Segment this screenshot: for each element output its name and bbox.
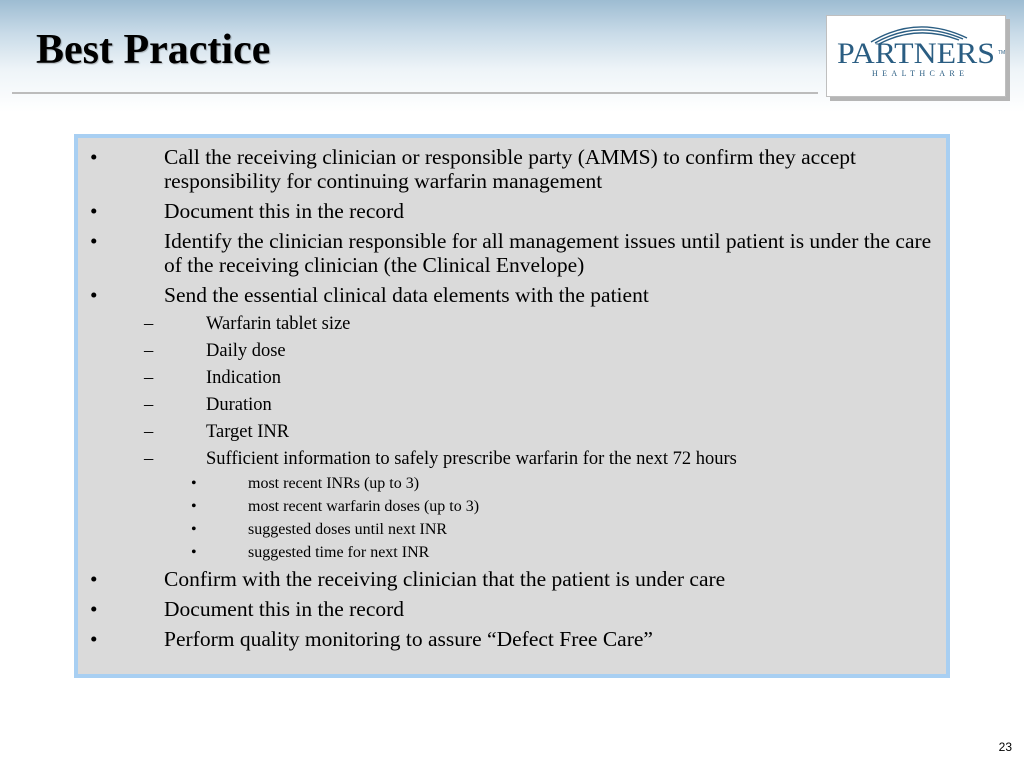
bullet-marker: • [90, 597, 98, 621]
bullet-item [78, 627, 946, 651]
title-divider [12, 92, 818, 94]
bullet-text: Send the essential clinical data elements with the patient [164, 283, 649, 307]
sub-bullet-text: Daily dose [206, 341, 286, 361]
bullet-marker: • [90, 199, 98, 223]
bullet-text: Confirm with the receiving clinician that the patient is under care [164, 567, 726, 591]
bullet-item [78, 597, 946, 621]
bullet-item [78, 199, 946, 223]
sub-bullet-item [78, 367, 946, 389]
sub-bullet-text: Target INR [206, 422, 290, 442]
logo-graphic [827, 16, 1005, 96]
sub-bullet-marker: – [144, 395, 154, 415]
bullet-text: Perform quality monitoring to assure “Defect Free Care” [164, 627, 653, 651]
sub-bullet-marker: – [144, 368, 154, 388]
sub-sub-bullet-item [78, 544, 946, 562]
bullet-text: Document this in the record [164, 597, 405, 621]
sub-sub-bullet-item [78, 475, 946, 493]
logo-subtitle: HEALTHCARE [872, 69, 964, 78]
sub-sub-bullet-text: most recent INRs (up to 3) [248, 475, 420, 492]
bullet-marker: • [90, 627, 98, 651]
sub-bullet-item [78, 313, 946, 335]
sub-sub-bullet-item [78, 521, 946, 539]
bullet-item [78, 567, 946, 591]
sub-sub-bullet-text: suggested doses until next INR [248, 521, 448, 538]
sub-sub-bullet-text: most recent warfarin doses (up to 3) [248, 498, 480, 515]
sub-bullet-text: Sufficient information to safely prescribe warfarin for the next 72 hours [206, 449, 737, 469]
bullet-marker: • [90, 229, 98, 253]
bullet-marker: • [90, 283, 98, 307]
page-number: 23 [998, 740, 1012, 754]
sub-bullet-text: Indication [206, 368, 282, 388]
sub-sub-bullet-item [78, 498, 946, 516]
sub-sub-bullet-marker: • [191, 544, 197, 561]
sub-bullet-marker: – [144, 449, 154, 469]
sub-bullet-item [78, 448, 946, 470]
sub-bullet-item [78, 340, 946, 362]
logo-wordmark: PARTNERS [837, 37, 995, 70]
bullet-marker: • [90, 145, 98, 169]
sub-sub-bullet-marker: • [191, 521, 197, 538]
partners-healthcare-logo [826, 15, 1006, 97]
sub-sub-bullet-text: suggested time for next INR [248, 544, 430, 561]
content-box [74, 134, 950, 678]
sub-bullet-text: Warfarin tablet size [206, 314, 351, 334]
sub-sub-bullet-marker: • [191, 498, 197, 515]
bullet-list [78, 145, 946, 651]
bullet-marker: • [90, 567, 98, 591]
slide-title: Best Practice [36, 27, 271, 73]
sub-bullet-item [78, 394, 946, 416]
bullet-text: Document this in the record [164, 199, 405, 223]
sub-sub-bullet-marker: • [191, 475, 197, 492]
bullet-item [78, 283, 946, 307]
bullet-item [78, 229, 946, 277]
sub-bullet-text: Duration [206, 395, 272, 415]
sub-bullet-marker: – [144, 341, 154, 361]
sub-bullet-item [78, 421, 946, 443]
bullet-text: Identify the clinician responsible for all management issues until patient is under the care of the receiving clinician (the Clinical Envelope) [164, 229, 932, 277]
sub-bullet-marker: – [144, 422, 154, 442]
bullet-item [78, 145, 946, 193]
logo-trademark: TM [998, 50, 1005, 56]
sub-bullet-marker: – [144, 314, 154, 334]
bullet-text: Call the receiving clinician or responsible party (AMMS) to confirm they accept responsibility for continuing warfarin management [164, 145, 856, 193]
